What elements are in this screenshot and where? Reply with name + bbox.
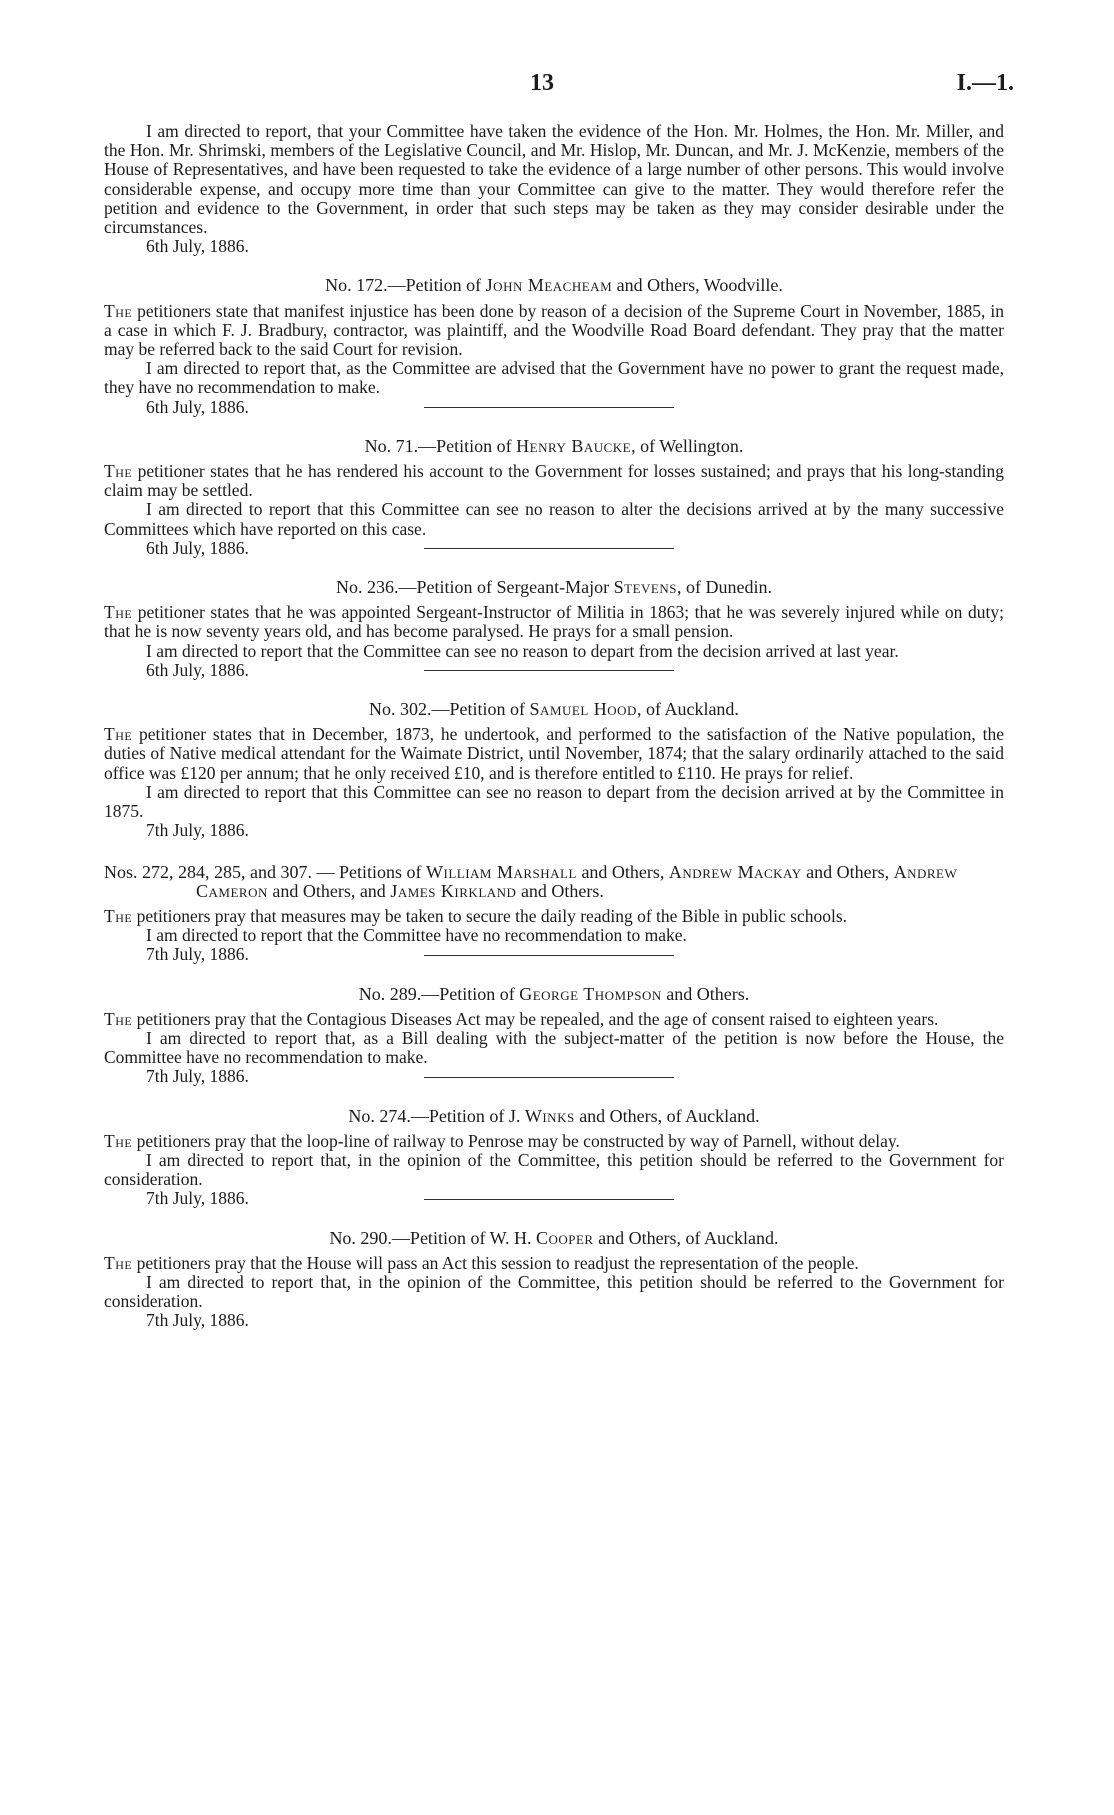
petition-heading: No. 274.—Petition of J. Winks and Others, of Auckland.	[348, 1105, 760, 1126]
petition-heading: Nos. 272, 284, 285, and 307. — Petitions of William Marshall and Others, Andrew Mackay and Others, Andrew Cameron and Others, and James Kirkland and Others.	[104, 861, 958, 901]
petitioner-name: John Meacheam	[485, 275, 613, 296]
petitioner-name: Winks	[524, 1105, 575, 1126]
petition-heading: No. 236.—Petition of Sergeant-Major Stevens, of Dunedin.	[336, 577, 772, 598]
committee-report: I am directed to report that the Committee can see no reason to depart from the decision arrived at last year.	[146, 640, 899, 661]
page-body	[104, 122, 1004, 1331]
petitioner-name: Stevens	[613, 577, 677, 598]
petitioner-name: George Thompson	[519, 983, 662, 1004]
petition-statement: The petitioners pray that the Contagious Diseases Act may be repealed, and the age of consent raised to eighteen years.	[104, 1008, 939, 1029]
petition-heading: No. 71.—Petition of Henry Baucke, of Wellington.	[364, 435, 744, 456]
intro-date: 6th July, 1886.	[146, 236, 249, 257]
page-number: 13	[530, 70, 554, 96]
report-date: 6th July, 1886.	[146, 659, 249, 680]
petition-heading: No. 289.—Petition of George Thompson and Others.	[358, 983, 750, 1004]
petition-entry	[104, 1107, 1004, 1223]
petition-entry	[104, 1229, 1004, 1331]
report-date: 7th July, 1886.	[146, 944, 249, 965]
petitioner-name: James Kirkland	[390, 880, 517, 901]
section-divider	[424, 407, 674, 408]
petition-heading: No. 302.—Petition of Samuel Hood, of Auckland.	[369, 699, 739, 720]
intro-section	[104, 122, 1004, 256]
petition-statement: The petitioners pray that the loop-line of railway to Penrose may be constructed by way of Parnell, without delay.	[104, 1130, 900, 1151]
petition-statement: The petitioner states that he has rendered his account to the Government for losses sustained; and prays that his long-standing claim may be settled.	[104, 461, 1004, 501]
report-date: 6th July, 1886.	[146, 396, 249, 417]
committee-report: I am directed to report that the Committee have no recommendation to make.	[146, 925, 687, 946]
petition-entry	[104, 985, 1004, 1101]
petition-statement: The petitioners pray that measures may be taken to secure the daily reading of the Bible in public schools.	[104, 905, 848, 926]
section-divider	[424, 670, 674, 671]
committee-report: I am directed to report that this Committee can see no reason to depart from the decision arrived at by the Committee in 1875.	[104, 781, 1004, 822]
petitioner-name: Andrew Cameron	[196, 861, 958, 901]
section-divider	[424, 1199, 674, 1200]
report-date: 7th July, 1886.	[146, 1066, 249, 1087]
petitioner-name: William Marshall	[426, 861, 577, 882]
document-reference: I.—1.	[956, 70, 1014, 96]
section-divider	[424, 1077, 674, 1078]
section-divider	[424, 548, 674, 549]
petition-entry	[104, 863, 1004, 979]
petition-entry	[104, 578, 1004, 694]
petitioner-name: Andrew Mackay	[668, 861, 802, 882]
committee-report: I am directed to report that, in the opinion of the Committee, this petition should be referred to the Government for consideration.	[104, 1271, 1004, 1312]
petition-entry	[104, 437, 1004, 572]
petitioner-name: Henry Baucke	[516, 435, 632, 456]
petition-statement: The petitioners state that manifest injustice has been done by reason of a decision of the Supreme Court in November, 1885, in a case in which F. J. Bradbury, contractor, was plaintiff, and the Woodville Road Board defendant. They pray that the matter may be referred back to the said Court for revision.	[104, 300, 1004, 360]
report-date: 7th July, 1886.	[146, 1310, 249, 1331]
petition-heading: No. 172.—Petition of John Meacheam and Others, Woodville.	[325, 275, 783, 296]
petition-statement: The petitioners pray that the House will pass an Act this session to readjust the representation of the people.	[104, 1252, 859, 1273]
report-date: 6th July, 1886.	[146, 537, 249, 558]
petition-statement: The petitioner states that he was appointed Sergeant-Instructor of Militia in 1863; that he was severely injured while on duty; that he is now seventy years old, and has become paralysed. He prays for a small pension.	[104, 602, 1004, 642]
petitioner-name: Samuel Hood	[529, 699, 637, 720]
committee-report: I am directed to report that, in the opinion of the Committee, this petition should be referred to the Government for consideration.	[104, 1149, 1004, 1190]
section-divider	[424, 955, 674, 956]
committee-report: I am directed to report that, as a Bill dealing with the subject-matter of the petition is now before the House, the Committee have no recommendation to make.	[104, 1027, 1004, 1068]
petition-entry	[104, 276, 1004, 430]
intro-body: I am directed to report, that your Committee have taken the evidence of the Hon. Mr. Holmes, the Hon. Mr. Miller, and the Hon. Mr. Shrimski, members of the Legislative Council, and Mr. Hislop, Mr. Duncan, and Mr. J. McKenzie, members of the House of Representatives, and have been requested to take the evidence of a large number of other persons. This would involve considerable expense, and occupy more time than your Committee can give to the matter. They would therefore refer the petition and evidence to the Government, in order that such steps may be taken as they may consider desirable under the circumstances.	[104, 121, 1004, 238]
petitioner-name: Cooper	[535, 1227, 594, 1248]
committee-report: I am directed to report that, as the Committee are advised that the Government have no power to grant the request made, they have no recommendation to make.	[104, 358, 1004, 398]
petition-heading: No. 290.—Petition of W. H. Cooper and Others, of Auckland.	[329, 1227, 779, 1248]
report-date: 7th July, 1886.	[146, 820, 249, 841]
petition-statement: The petitioner states that in December, 1873, he undertook, and performed to the satisfaction of the Native population, the duties of Native medical attendant for the Waimate District, until November, 1874; that the salary ordinarily attached to the said office was £120 per annum; that he only received £10, and is therefore entitled to £110. He prays for relief.	[104, 724, 1004, 783]
petition-entry	[104, 700, 1004, 840]
report-date: 7th July, 1886.	[146, 1188, 249, 1209]
committee-report: I am directed to report that this Committee can see no reason to alter the decisions arrived at by the many successive Committees which have reported on this case.	[104, 499, 1004, 539]
